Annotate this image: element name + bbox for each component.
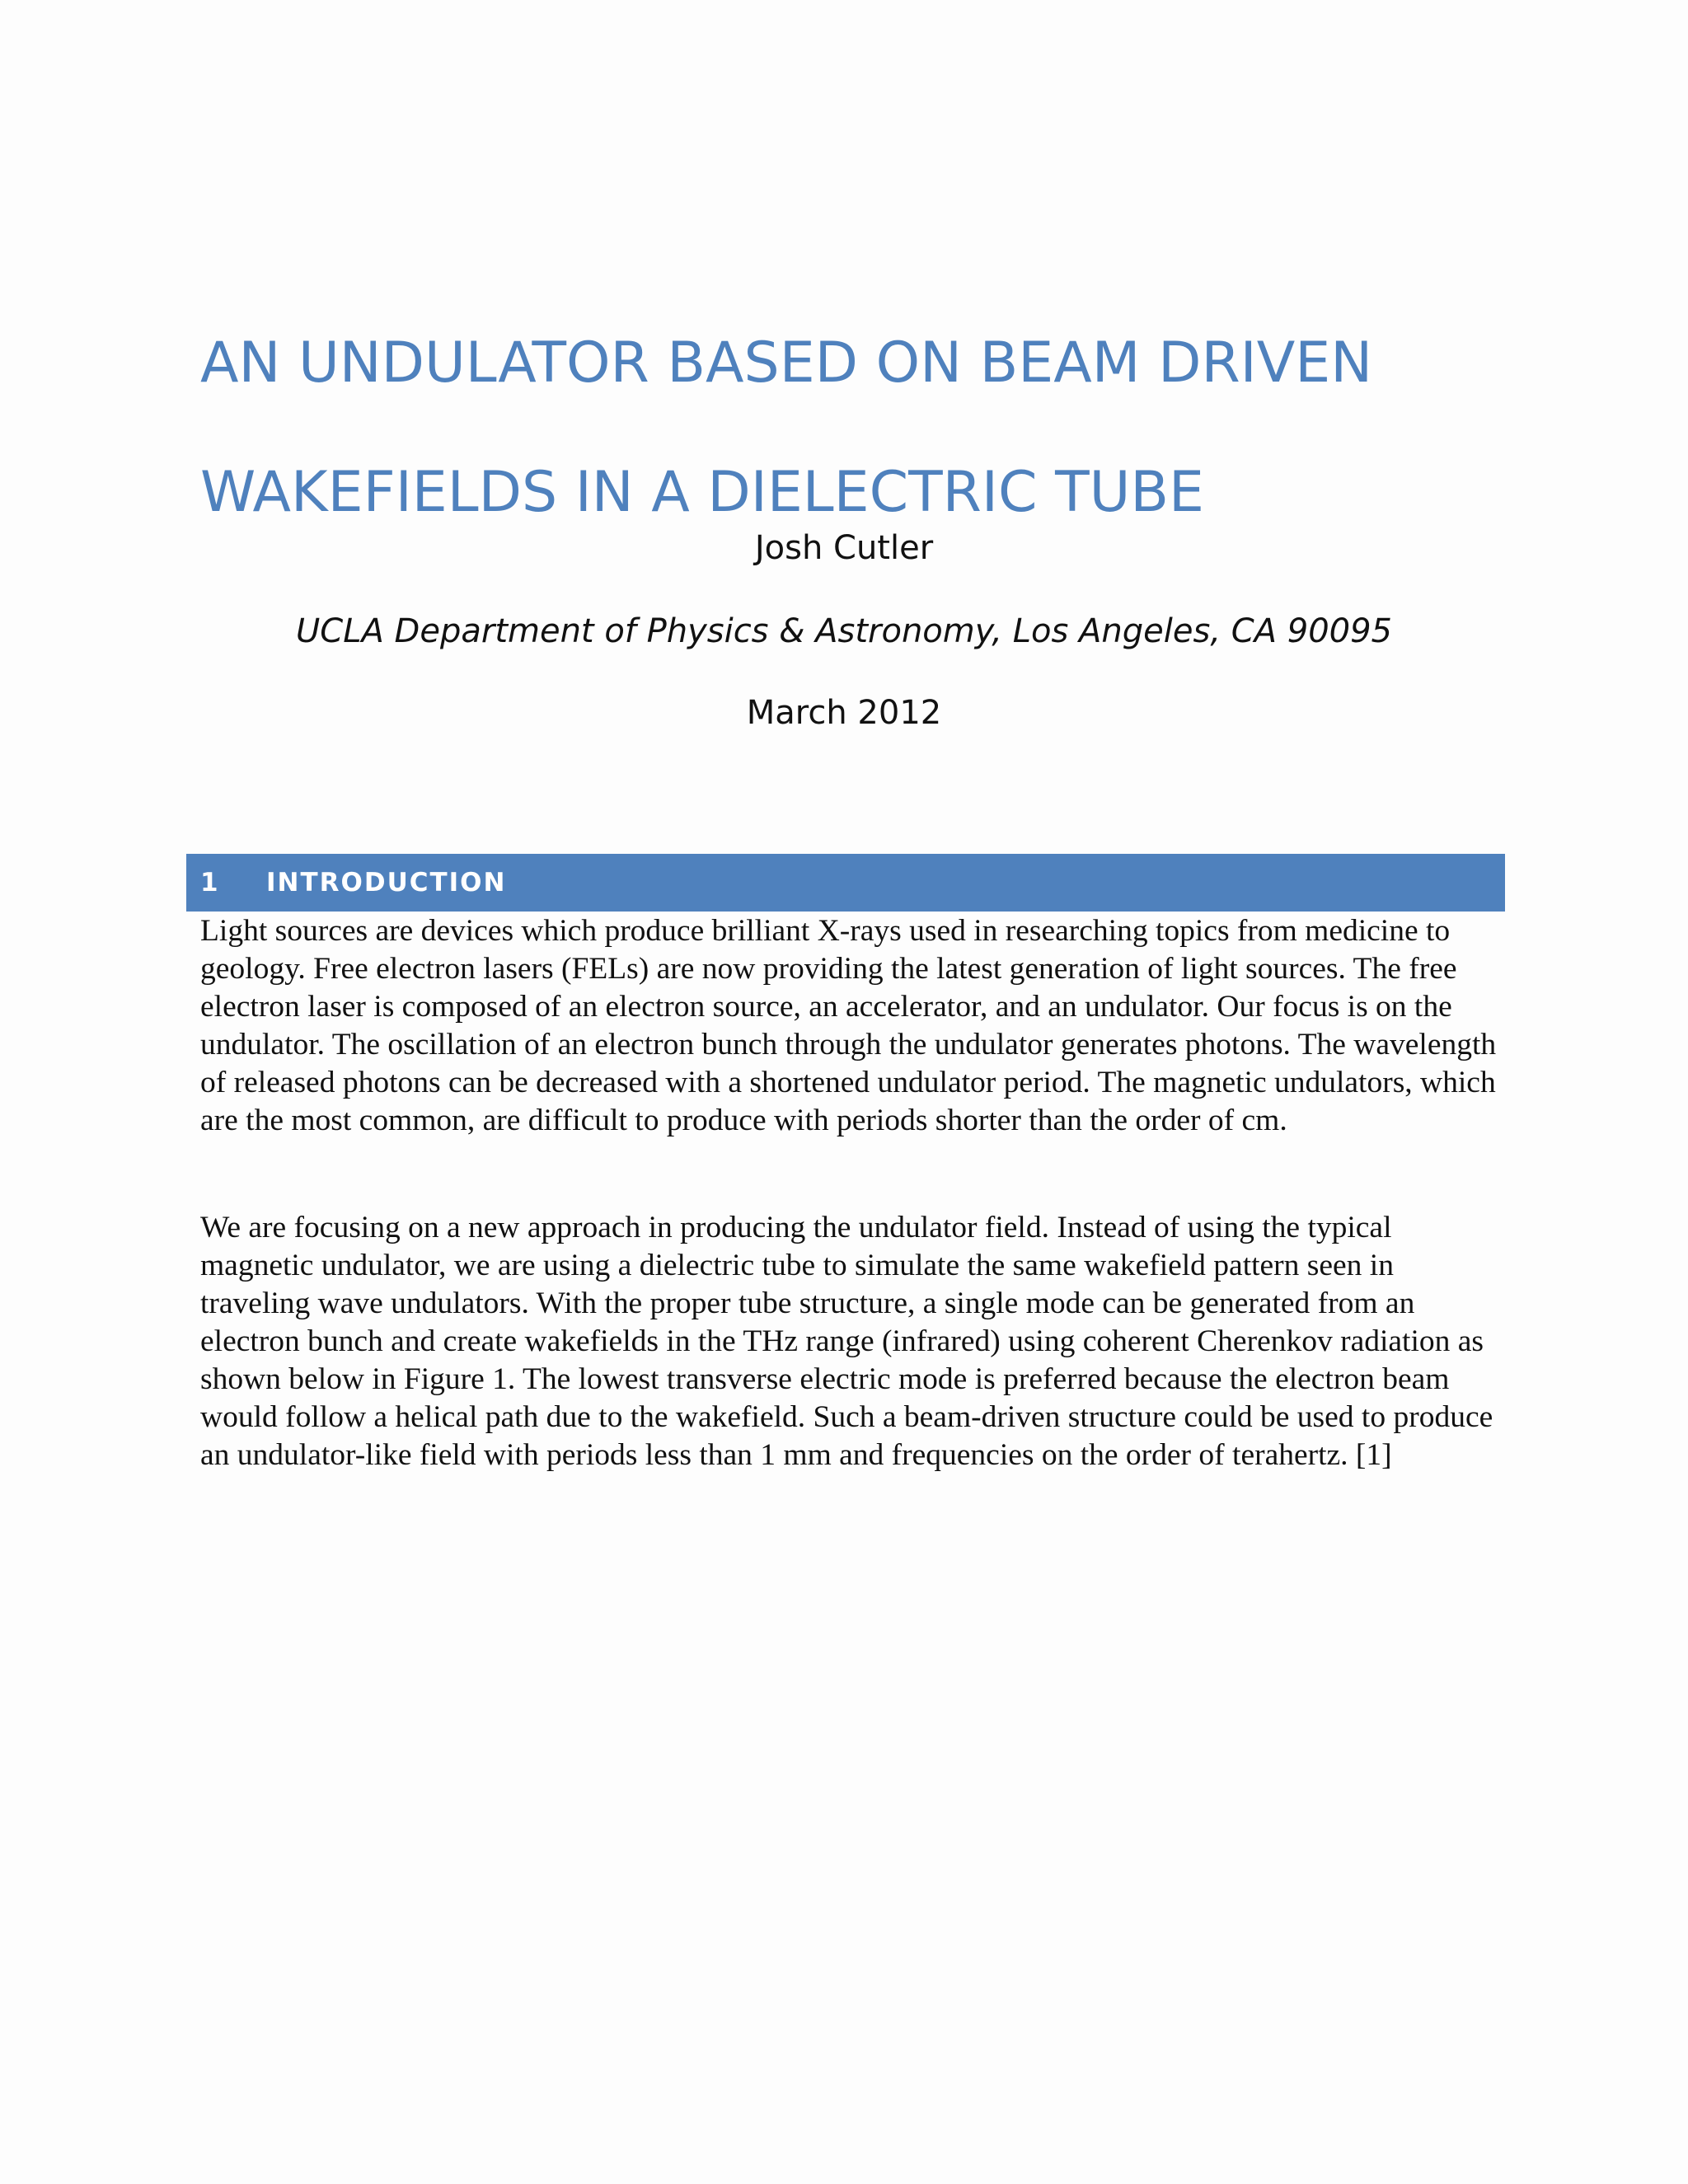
author-affiliation: UCLA Department of Physics & Astronomy, Los Angeles, CA 90095 — [295, 612, 1393, 650]
publication-date: March 2012 — [746, 694, 942, 732]
author-name: Josh Cutler — [754, 529, 934, 567]
body-paragraph-1: Light sources are devices which produce brilliant X-rays used in researching topics from medicine to geology. Free electron lasers (FELs) are now providing the latest generation of light sources. The free electron laser is composed of an electron source, an accelerator, and an undulator. Our focus is on the undulator. The oscillation of an electron bunch through the undulator generates photons. The wavelength of released photons can be decreased with a shortened undulator period. The magnetic undulators, which are the most common, are difficult to produce with periods shorter than the order of cm. — [200, 914, 1497, 1137]
body-paragraph-2: We are focusing on a new approach in producing the undulator field. Instead of using the typical magnetic undulator, we are using a dielectric tube to simulate the same wakefield pattern seen in traveling wave undulators. With the proper tube structure, a single mode can be generated from an electron bunch and create wakefields in the THz range (infrared) using coherent Cherenkov radiation as shown below in Figure 1. The lowest transverse electric mode is preferred because the electron beam would follow a helical path due to the wakefield. Such a beam-driven structure could be used to produce an undulator-like field with periods less than 1 mm and frequencies on the order of terahertz. [1] — [200, 1211, 1493, 1472]
document-title: AN UNDULATOR BASED ON BEAM DRIVEN WAKEFIELDS IN A DIELECTRIC TUBE — [200, 330, 1373, 525]
section-title: INTRODUCTION — [266, 868, 507, 898]
section-heading-bar — [186, 854, 1505, 912]
section-number: 1 — [200, 868, 220, 898]
